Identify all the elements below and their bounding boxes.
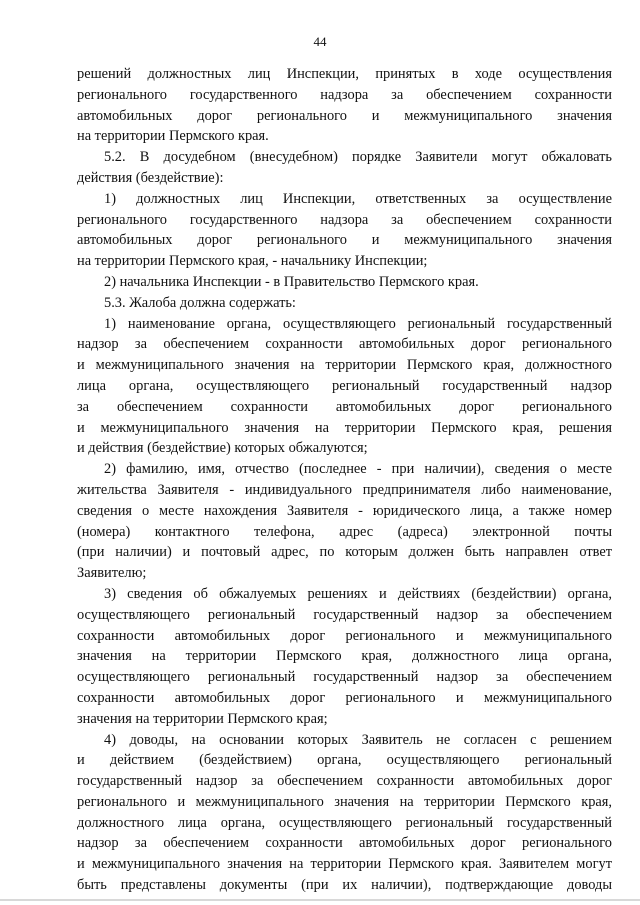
text-line: 2) фамилию, имя, отчество (последнее - при наличии), сведения о месте	[104, 461, 612, 478]
text-line: 5.2. В досудебном (внесудебном) порядке Заявители могут обжаловать	[104, 149, 612, 166]
text-line: государственный надзор за обеспечением сохранности автомобильных дорог	[77, 773, 612, 790]
text-line: и межмуниципального значения на территории Пермского края, должностного	[77, 357, 612, 374]
text-line: сведения о месте нахождения Заявителя - юридического лица, а также номер	[77, 502, 612, 519]
text-line: и действия (бездействие) которых обжалуются;	[77, 440, 368, 457]
text-line: сохранности автомобильных дорог регионального и межмуниципального	[77, 689, 612, 706]
text-line: автомобильных дорог регионального и межмуниципального значения	[77, 107, 612, 124]
text-line: сохранности автомобильных дорог регионального и межмуниципального	[77, 627, 612, 644]
text-line: и действием (бездействием) органа, осуществляющего региональный	[77, 752, 612, 769]
text-line: 3) сведения об обжалуемых решениях и действиях (бездействии) органа,	[104, 585, 612, 602]
text-line: за обеспечением сохранности автомобильных дорог регионального	[77, 398, 612, 415]
text-line: Заявителю;	[77, 565, 147, 582]
text-line: регионального государственного надзора за обеспечением сохранности	[77, 86, 612, 103]
text-line: 2) начальника Инспекции - в Правительство Пермского края.	[104, 273, 479, 290]
scan-edge-divider	[0, 899, 640, 901]
text-line: регионального государственного надзора за обеспечением сохранности	[77, 211, 612, 228]
text-line: и межмуниципального значения на территории Пермского края. Заявителем могут	[77, 856, 612, 873]
text-line: быть представлены документы (при их наличии), подтверждающие доводы	[77, 877, 612, 894]
text-line: и межмуниципального значения на территории Пермского края, решения	[77, 419, 612, 436]
text-line: значения на территории Пермского края, должностного лица органа,	[77, 648, 612, 665]
text-line: 1) должностных лиц Инспекции, ответственных за осуществление	[104, 190, 612, 207]
text-line: регионального и межмуниципального значения на территории Пермского края,	[77, 793, 612, 810]
text-line: на территории Пермского края.	[77, 128, 269, 145]
document-body	[77, 64, 612, 896]
page-number: 44	[313, 34, 327, 49]
text-line: (номера) контактного телефона, адрес (адреса) электронной почты	[77, 523, 612, 540]
text-line: надзор за обеспечением сохранности автомобильных дорог регионального	[77, 835, 612, 852]
text-line: 4) доводы, на основании которых Заявитель не согласен с решением	[104, 731, 612, 748]
text-line: значения на территории Пермского края;	[77, 710, 328, 727]
text-line: на территории Пермского края, - начальнику Инспекции;	[77, 253, 428, 270]
text-line: лица органа, осуществляющего региональный государственный надзор	[77, 377, 612, 394]
text-line: действия (бездействие):	[77, 169, 224, 186]
text-line: надзор за обеспечением сохранности автомобильных дорог регионального	[77, 336, 612, 353]
text-line: 5.3. Жалоба должна содержать:	[104, 294, 296, 311]
text-line: осуществляющего региональный государственный надзор за обеспечением	[77, 606, 612, 623]
text-line: решений должностных лиц Инспекции, принятых в ходе осуществления	[77, 66, 612, 82]
text-line: (при наличии) и почтовый адрес, по которым должен быть направлен ответ	[77, 544, 612, 561]
text-line: жительства Заявителя - индивидуального предпринимателя либо наименование,	[77, 481, 612, 498]
text-line: 1) наименование органа, осуществляющего региональный государственный	[104, 315, 612, 332]
text-line: автомобильных дорог регионального и межмуниципального значения	[77, 232, 612, 249]
text-line: осуществляющего региональный государственный надзор за обеспечением	[77, 669, 612, 686]
text-line: должностного лица органа, осуществляющего региональный государственный	[77, 814, 612, 831]
